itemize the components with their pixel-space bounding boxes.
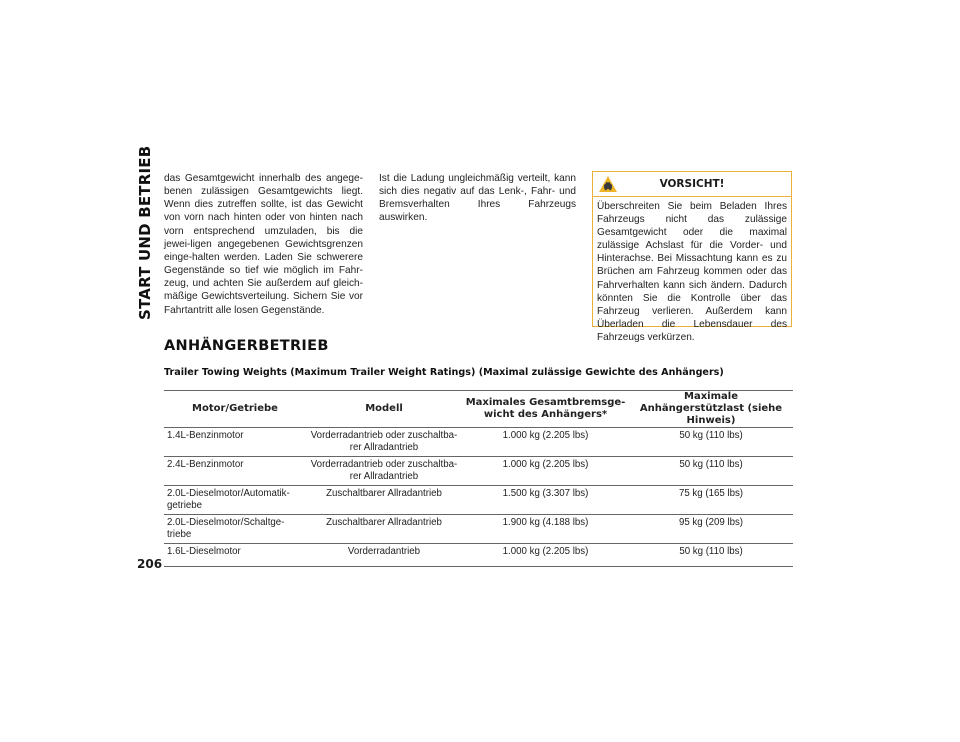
table-cell: 1.000 kg (2.205 lbs): [462, 544, 629, 567]
table-row: [164, 486, 793, 515]
warning-header: [593, 172, 791, 197]
warning-car-icon: [599, 176, 617, 192]
warning-box: [592, 171, 792, 343]
warning-title: VORSICHT!: [659, 178, 725, 190]
table-cell: 1.000 kg (2.205 lbs): [462, 457, 629, 486]
body-text-column-1: das Gesamtgewicht innerhalb des angege-benen zulässigen Gesamtgewichts liegt. Wenn dies zutreffen sollte, ist das Gewicht von vorn nach hinten oder von hinten nach vorn entsprechend umzuladen, bis die jewei-ligen angegebenen Gewichtsgrenzen einge-halten werden. Laden Sie schwerere Gegenstände so tief wie möglich im Fahr-zeug, und achten Sie außerdem auf gleich-mäßige Gewichtsverteilung. Sichern Sie vor Fahrtantritt alle losen Gegenstände.: [164, 173, 363, 316]
table-row: [164, 457, 793, 486]
table-cell: Zuschaltbarer Allradantrieb: [306, 515, 462, 544]
header-cell: Maximale Anhängerstützlast (siehe Hinweis): [629, 391, 793, 428]
table-cell: 1.4L-Benzinmotor: [164, 428, 306, 457]
header-cell: Modell: [306, 391, 462, 428]
body-text-column-2: Ist die Ladung ungleichmäßig verteilt, kann sich dies negativ auf das Lenk-, Fahr- und Bremsverhalten Ihres Fahrzeugs auswirken.: [379, 173, 576, 224]
chapter-side-title: START UND BETRIEB: [136, 145, 154, 320]
table-cell: 50 kg (110 lbs): [629, 428, 793, 457]
table-cell: 1.000 kg (2.205 lbs): [462, 428, 629, 457]
table-cell: Vorderradantrieb oder zuschaltba-rer Allradantrieb: [306, 457, 462, 486]
table-header-row: [164, 391, 793, 428]
page-number: 206: [137, 557, 163, 571]
section-title: ANHÄNGERBETRIEB: [164, 338, 329, 354]
table-cell: 75 kg (165 lbs): [629, 486, 793, 515]
table-cell: Zuschaltbarer Allradantrieb: [306, 486, 462, 515]
warning-text: Überschreiten Sie beim Beladen Ihres Fahrzeugs nicht das zulässige Gesamtgewicht oder die maximal zulässige Achslast für die Vorder- und Hinterachse. Bei Missachtung kann es zu Brüchen am Fahrzeug kommen oder das Fahrverhalten kann sich ändern. Dadurch könnten Sie die Kontrolle über das Fahrzeug verlieren. Außerdem kann Überladen die Lebensdauer des Fahrzeugs verkürzen.: [597, 201, 787, 343]
towing-weights-table: [164, 390, 793, 567]
table-cell: 50 kg (110 lbs): [629, 457, 793, 486]
table-cell: 95 kg (209 lbs): [629, 515, 793, 544]
table-cell: Vorderradantrieb: [306, 544, 462, 567]
table-cell: Vorderradantrieb oder zuschaltba-rer Allradantrieb: [306, 428, 462, 457]
table-row: [164, 544, 793, 567]
table-cell: 50 kg (110 lbs): [629, 544, 793, 567]
table-cell: 1.6L-Dieselmotor: [164, 544, 306, 567]
table-row: [164, 515, 793, 544]
table-cell: 1.500 kg (3.307 lbs): [462, 486, 629, 515]
table-title: Trailer Towing Weights (Maximum Trailer Weight Ratings) (Maximal zulässige Gewichte des Anhängers): [164, 367, 724, 378]
table-cell: 2.4L-Benzinmotor: [164, 457, 306, 486]
table-cell: 1.900 kg (4.188 lbs): [462, 515, 629, 544]
table-cell: 2.0L-Dieselmotor/Automatik-getriebe: [164, 486, 306, 515]
header-cell: Maximales Gesamtbremsge-wicht des Anhängers*: [462, 391, 629, 428]
header-cell: Motor/Getriebe: [164, 391, 306, 428]
table-cell: 2.0L-Dieselmotor/Schaltge-triebe: [164, 515, 306, 544]
table-row: [164, 428, 793, 457]
